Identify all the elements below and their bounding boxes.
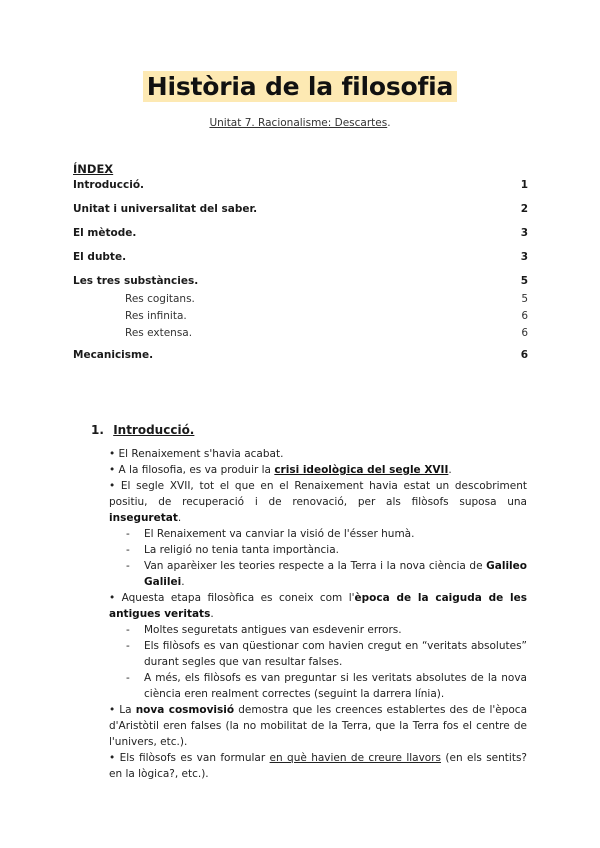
toc-entry-mecanicisme[interactable] [73,349,528,373]
toc-entry-label: Mecanicisme. [73,349,154,361]
dash-marker: - [126,528,130,540]
paragraph-text: . [210,608,214,620]
dash-item [126,670,527,702]
toc-entry-page: 6 [521,327,528,339]
bullet-paragraph [109,590,527,622]
subtitle-period: . [387,117,391,129]
paragraph-text: . [177,512,182,524]
bullet-paragraph [109,446,527,462]
toc-entry-label: Les tres substàncies. [73,275,199,287]
toc-entry-label: Introducció. [73,179,145,191]
item-text: Moltes seguretats antigues van esdevenir errors. [144,624,402,636]
index-heading: ÍNDEX [73,162,114,176]
paragraph-text: • Els filòsofs es van formular [109,752,270,764]
toc-entry-label: Unitat i universalitat del saber. [73,203,258,215]
toc-entry-metode[interactable] [73,227,528,251]
toc-entry-res-infinita[interactable] [108,310,528,327]
dash-item [126,638,527,670]
section-number: 1. [91,423,104,437]
paragraph-text: (en els sentits? en la lògica?, etc.). [109,752,527,780]
title-container [0,71,600,102]
item-text: . [181,576,185,588]
dash-item [126,622,527,638]
toc-entry-unitat[interactable] [73,203,528,227]
dash-item [126,558,527,590]
dash-marker: - [126,560,130,572]
dash-item [126,542,527,558]
section-title: Introducció. [113,423,195,437]
paragraph-text: • El Renaixement s'havia acabat. [109,448,284,460]
paragraph-text: • La [109,704,136,716]
bullet-paragraph [109,702,527,750]
item-text: La religió no tenia tanta importància. [144,544,339,556]
section-heading [91,423,194,437]
toc-entry-page: 5 [520,275,528,287]
bullet-paragraph [109,750,527,782]
dash-marker: - [126,544,130,556]
emphasis-text: inseguretat [109,512,178,524]
toc-entry-substancies[interactable] [73,275,528,293]
bullet-paragraph [109,462,527,478]
item-text: Els filòsofs es van qüestionar com havien cregut en “veritats absolutes” durant segles que van resultar falses. [144,640,527,668]
document-subtitle [0,117,600,129]
toc-entry-page: 2 [520,203,528,215]
toc-entry-page: 6 [520,349,528,361]
dash-marker: - [126,640,130,652]
section-body [109,446,527,782]
paragraph-text: demostra que les creences establertes des de l'època d'Aristòtil eren falses (la no mobilitat de la Terra, que la Terra fos el centre de l'univers, etc.). [109,704,528,748]
toc-entry-label: Res extensa. [125,327,193,339]
emphasis-text: Galileo Galilei [144,560,527,588]
toc-entry-page: 3 [520,251,528,263]
toc-entry-dubte[interactable] [73,251,528,275]
toc-entry-page: 1 [520,179,528,191]
paragraph-text: • El segle XVII, tot el que en el Renaixement havia estat un descobriment positiu, de recuperació i de renovació, per als filòsofs suposa una [109,480,527,508]
toc-entry-label: El dubte. [73,251,127,263]
toc-entry-page: 5 [521,293,528,305]
toc-entry-label: Res infinita. [125,310,187,322]
dash-marker: - [126,624,130,636]
toc-entry-label: El mètode. [73,227,137,239]
dash-marker: - [126,672,130,684]
paragraph-text: • A la filosofia, es va produir la [109,464,275,476]
toc-entry-res-extensa[interactable] [108,327,528,349]
item-text: A més, els filòsofs es van preguntar si les veritats absolutes de la nova ciència eren realment correctes (seguint la darrera línia). [144,672,527,700]
table-of-contents [73,179,528,373]
toc-entry-introduccio[interactable] [73,179,528,203]
bullet-paragraph [109,478,527,526]
underlined-text: en què havien de creure llavors [269,752,442,764]
toc-entry-label: Res cogitans. [125,293,195,305]
dash-item [126,526,527,542]
item-text: El Renaixement va canviar la visió de l'ésser humà. [144,528,415,540]
toc-entry-res-cogitans[interactable] [108,293,528,310]
subtitle-text: Unitat 7. Racionalisme: Descartes [209,117,388,129]
paragraph-text: • Aquesta etapa filosòfica es coneix com l' [109,592,355,604]
toc-entry-page: 3 [520,227,528,239]
document-title: Història de la filosofia [143,71,457,102]
emphasis-text: època de la caiguda de les antigues veritats [109,592,527,620]
toc-entry-page: 6 [521,310,528,322]
emphasis-text: crisi ideològica del segle XVII [274,464,449,476]
item-text: Van aparèixer les teories respecte a la Terra i la nova ciència de [144,560,487,572]
paragraph-text: . [448,464,452,476]
emphasis-text: nova cosmovisió [135,704,235,716]
